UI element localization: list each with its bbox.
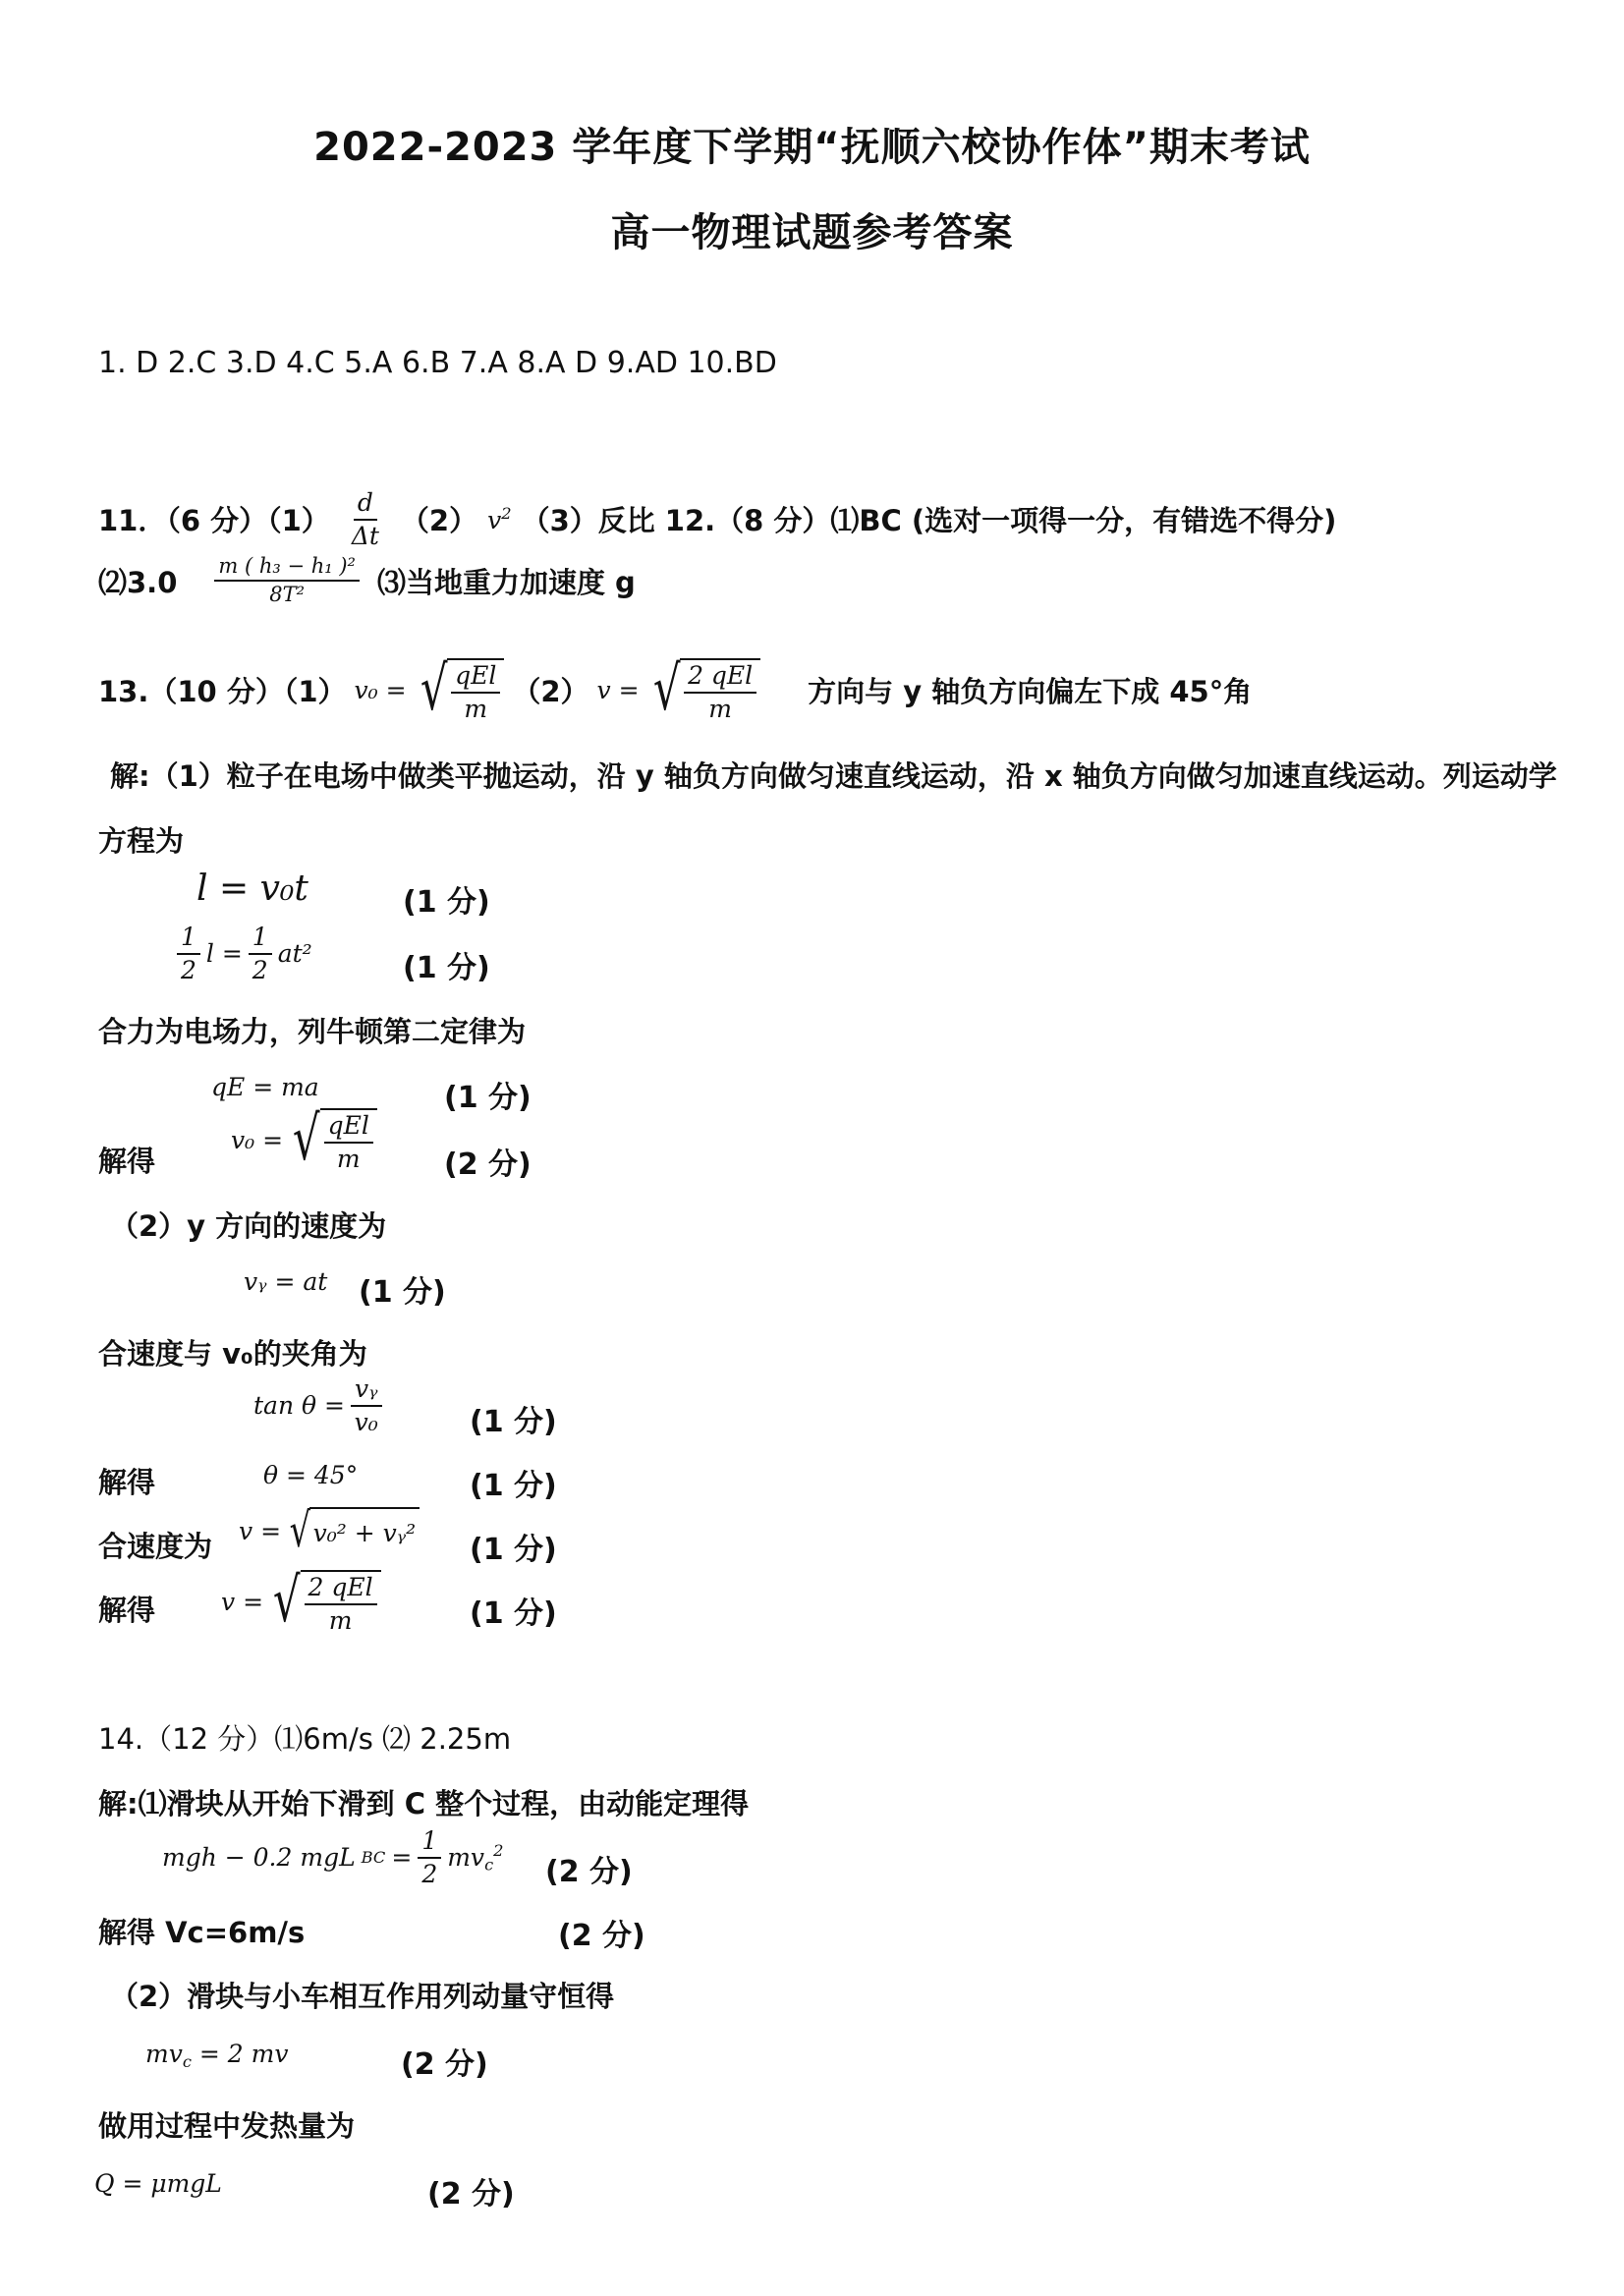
q13-eq6-den: v₀ [354, 1407, 378, 1436]
q13-eq1: l = v₀t [196, 868, 308, 909]
page-title: 2022-2023 学年度下学期“抚顺六校协作体”期末考试 [313, 125, 1311, 170]
q13-angle-text: 合速度与 v₀的夹角为 [98, 1337, 367, 1371]
q14-eq1-tail: mv [447, 1842, 485, 1872]
q11-prefix: 11．（6 分）（1） [98, 504, 330, 537]
q13-eq2 [177, 924, 312, 983]
q13-eq4-num: qEl [324, 1112, 373, 1144]
q13-eq9: v = √ $\frac{\text{2 qEl}}{m}$ [221, 1570, 381, 1634]
q13-newton-text: 合力为电场力，列牛顿第二定律为 [98, 1015, 527, 1048]
q13-eq6-score: (1 分) [470, 1405, 557, 1439]
q12-frac-den: 8T² [269, 583, 306, 607]
q11-frac-num: d [354, 489, 377, 521]
q13-eq2-half-den: 2 [181, 955, 196, 984]
q13-eq4: v₀ = √ $\frac{\text{qEl}}{m}$ [231, 1108, 377, 1172]
q14-eq1-lhs: mgh − 0.2 mgL [162, 1843, 356, 1872]
q13-part2-text: （2）y 方向的速度为 [110, 1209, 387, 1243]
q13-eq8-radicand: v₀² + vᵧ² [309, 1507, 420, 1554]
q14-eq1 [162, 1827, 504, 1887]
q13-eq4-score: (2 分) [444, 1148, 532, 1182]
q13-eq2-tail: at² [277, 939, 312, 968]
choice-answers: 1. D 2.C 3.D 4.C 5.A 6.B 7.A 8.A D 9.AD 10.BD [98, 346, 777, 380]
q14-eq1-sub2: c [484, 1855, 494, 1875]
q13-v-sqrt: √ $\frac{\text{2 qEl}}{m}$ [647, 658, 761, 722]
q14-part2-text: （2）滑块与小车相互作用列动量守恒得 [110, 1980, 615, 2013]
q13-solution-text: 解:（1）粒子在电场中做类平抛运动，沿 y 轴负方向做匀速直线运动，沿 x 轴负方向做匀加速直线运动。列运动学 [110, 759, 1557, 793]
q14-eq1-eq: = [391, 1843, 413, 1872]
q14-eq3-score: (2 分) [427, 2177, 515, 2212]
q13-eq2-score: (1 分) [403, 951, 490, 985]
q13-v0-lhs: v₀ = [354, 676, 407, 704]
q13-eq2-mid: l = [205, 939, 243, 968]
q13-head: 13.（10 分）（1） [98, 675, 347, 708]
q13-eq9-score: (1 分) [470, 1596, 557, 1631]
q12-answer2: ⑵3.0 [98, 565, 178, 599]
q11-v-squared: $v^2$ [487, 504, 512, 534]
q14-eq1-sub: BC [361, 1848, 386, 1867]
q13-m2: m [708, 694, 732, 723]
q14-result-score: (2 分) [558, 1919, 645, 1953]
q14-eq2-sub: c [182, 2051, 192, 2071]
q13-eq8-score: (1 分) [470, 1533, 557, 1567]
q13-part2: （2） [512, 675, 589, 708]
q13-eq6-lhs: tan θ = [253, 1391, 345, 1420]
q11-part3: （3）反比 [521, 504, 655, 537]
q13-m: m [464, 694, 488, 723]
q13-2qel: 2 qEl [684, 662, 756, 694]
q13-qel: qEl [451, 662, 500, 694]
q13-eq2-half-num: 1 [177, 924, 200, 955]
q14-eq1-half-den: 2 [421, 1859, 438, 1888]
q14-eq2-lhs: mv [145, 2040, 183, 2068]
q13-eq2-half-num2: 1 [249, 924, 272, 955]
q11-line [98, 489, 1336, 549]
q11-v: v [487, 505, 502, 534]
q13-eq4-lhs: v₀ = [231, 1126, 284, 1154]
q13-eq8-lhs: v = [239, 1516, 282, 1545]
q12-line2 [98, 555, 636, 606]
q14-result: 解得 Vc=6m/s [98, 1916, 306, 1949]
q13-eq3-score: (1 分) [444, 1081, 532, 1115]
q14-eq1-half-num: 1 [418, 1827, 441, 1859]
q14-eq2-tail: = 2 mv [198, 2040, 289, 2068]
q13-v0-sqrt: √ $\frac{\text{qEl}}{m}$ [415, 658, 505, 722]
q12-fraction [214, 555, 360, 606]
q11-part2: （2） [400, 504, 478, 537]
q13-jiede-2: 解得 [98, 1466, 156, 1499]
q13-answer-line [98, 652, 1253, 724]
q14-heat-text: 做用过程中发热量为 [98, 2109, 356, 2143]
q14-eq2-score: (2 分) [401, 2047, 488, 2082]
q11-frac-den: Δt [351, 521, 379, 550]
q13-eq1-score: (1 分) [403, 885, 490, 920]
q13-eq9-num: 2 qEl [305, 1574, 377, 1605]
q11-fraction [352, 489, 379, 549]
q13-eq5: vᵧ = at [244, 1267, 328, 1296]
q13-solution-text2: 方程为 [98, 824, 185, 858]
q14-eq2 [145, 2040, 288, 2071]
q14-answer-line: 14.（12 分）⑴6m/s ⑵ 2.25m [98, 1722, 512, 1756]
q13-eq4-den: m [336, 1144, 361, 1173]
q13-direction: 方向与 y 轴负方向偏左下成 45°角 [808, 675, 1253, 708]
q13-eq9-den: m [328, 1605, 353, 1635]
q12-answer3: ⑶当地重力加速度 g [376, 565, 636, 599]
q12-frac-num: m ( h₃ − h₁ )² [214, 555, 360, 582]
q13-eq3: qE = ma [211, 1073, 319, 1101]
q13-eq7-score: (1 分) [470, 1469, 557, 1503]
q12-line1: 12.（8 分）⑴BC (选对一项得一分，有错选不得分) [664, 504, 1337, 537]
q13-jiede-1: 解得 [98, 1145, 156, 1178]
q13-hesudu-text: 合速度为 [98, 1530, 213, 1563]
q13-eq6-num: vᵧ [351, 1375, 382, 1407]
q13-eq9-lhs: v = [221, 1588, 264, 1616]
q13-eq5-score: (1 分) [359, 1275, 446, 1310]
q14-eq1-score: (2 分) [545, 1855, 633, 1889]
q13-eq7: θ = 45° [263, 1461, 359, 1489]
q13-v-lhs: v = [596, 676, 640, 704]
q14-eq1-sup: 2 [493, 1840, 504, 1860]
q14-solution-text: 解:⑴滑块从开始下滑到 C 整个过程，由动能定理得 [98, 1787, 750, 1820]
q14-eq3: Q = μmgL [94, 2169, 222, 2198]
q13-eq6 [253, 1375, 382, 1435]
q13-eq8: v = √ v₀² + vᵧ² [239, 1507, 420, 1554]
q13-jiede-3: 解得 [98, 1594, 156, 1627]
page-subtitle: 高一物理试题参考答案 [610, 210, 1014, 255]
q13-eq2-half-den2: 2 [252, 955, 268, 984]
